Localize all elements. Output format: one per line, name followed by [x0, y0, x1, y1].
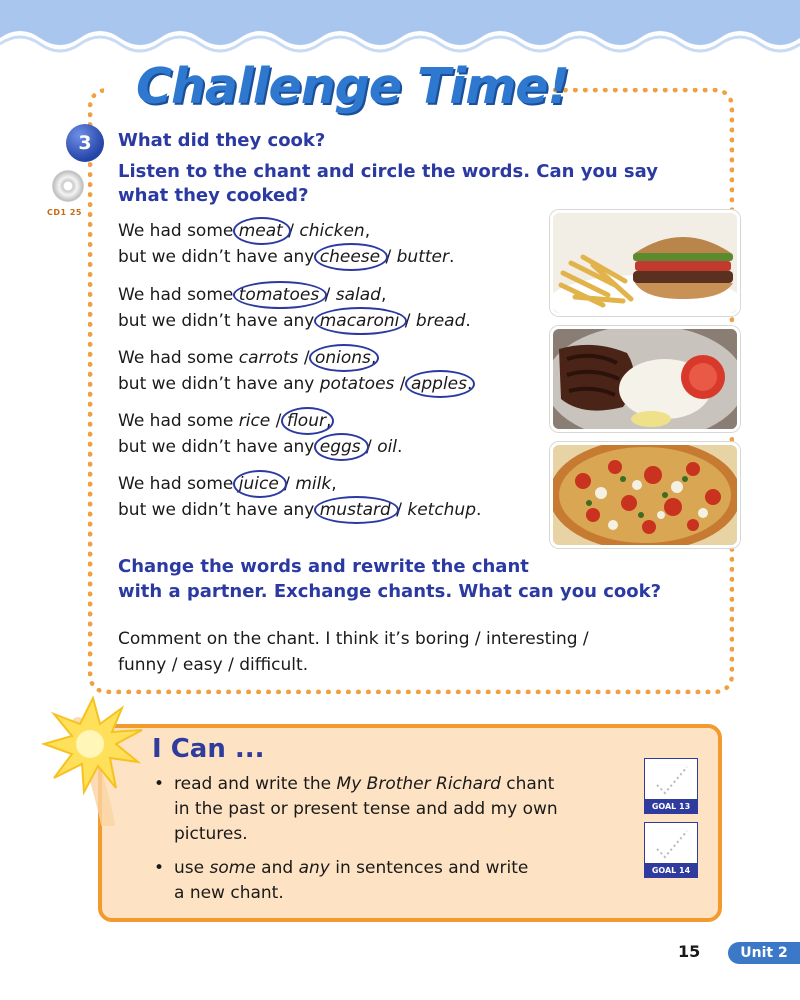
circled-word[interactable]: eggs [319, 437, 361, 457]
chant-line: but we didn’t have any eggs / oil. [118, 437, 403, 457]
exercise-question: What did they cook? [118, 130, 326, 151]
circled-word[interactable]: onions [314, 348, 371, 368]
pizza-photo [550, 442, 740, 548]
check-mark-icon [645, 759, 699, 801]
circled-word[interactable]: meat [238, 221, 283, 241]
change-instruction-line-2: with a partner. Exchange chants. What can you cook? [118, 581, 662, 602]
instruction-line-2: what they cooked? [118, 185, 309, 206]
page-title: Challenge Time! [136, 58, 569, 115]
circled-word[interactable]: cheese [319, 247, 381, 267]
goal-label: GOAL 13 [644, 800, 698, 814]
option-word[interactable]: salad [335, 285, 381, 305]
option-word[interactable]: milk [295, 474, 332, 494]
audio-track-label: CD1 25 [47, 208, 82, 217]
chant-line: We had some carrots / onions, [118, 348, 377, 368]
chant-line: We had some rice / flour, [118, 411, 332, 431]
option-word[interactable]: oil [377, 437, 398, 457]
page-number: 15 [678, 942, 701, 961]
starburst-icon [38, 696, 148, 826]
option-word[interactable]: chicken [299, 221, 365, 241]
circled-word[interactable]: juice [238, 474, 279, 494]
i-can-title: I Can ... [152, 734, 265, 764]
check-mark-icon [645, 823, 699, 865]
circled-word[interactable]: apples [410, 374, 467, 394]
comment-prompt: Comment on the chant. I think it’s boring / interesting / funny / easy / difficult. [118, 629, 589, 675]
top-wave-banner [0, 0, 800, 60]
grilled-meat-rice-photo [550, 326, 740, 432]
goal-13-checkbox[interactable] [644, 758, 698, 814]
cd-audio-icon[interactable] [52, 170, 84, 202]
chant-line: but we didn’t have any mustard / ketchup. [118, 500, 482, 520]
option-word[interactable]: ketchup [407, 500, 476, 520]
instruction-line-1: Listen to the chant and circle the words. Can you say [118, 161, 658, 182]
change-instruction-line-1: Change the words and rewrite the chant [118, 556, 529, 577]
chant-line: but we didn’t have any cheese / butter. [118, 247, 455, 267]
chant-line: We had some juice / milk, [118, 474, 337, 494]
goal-label: GOAL 14 [644, 864, 698, 878]
chant-line: We had some tomatoes / salad, [118, 285, 387, 305]
circled-word[interactable]: mustard [319, 500, 391, 520]
circled-word[interactable]: macaroni [319, 311, 400, 331]
chant-line: but we didn’t have any potatoes / apples. [118, 374, 473, 394]
chant-line: We had some meat / chicken, [118, 221, 371, 241]
circled-word[interactable]: flour [286, 411, 326, 431]
unit-tab: Unit 2 [728, 942, 800, 964]
circled-word[interactable]: tomatoes [238, 285, 320, 305]
goal-14-checkbox[interactable] [644, 822, 698, 878]
option-word[interactable]: butter [396, 247, 449, 267]
option-word[interactable]: potatoes [319, 374, 395, 394]
option-word[interactable]: bread [415, 311, 466, 331]
burger-fries-photo [550, 210, 740, 316]
chant-line: but we didn’t have any macaroni / bread. [118, 311, 471, 331]
option-word[interactable]: carrots [238, 348, 299, 368]
exercise-number-badge: 3 [66, 124, 104, 162]
option-word[interactable]: rice [238, 411, 271, 431]
